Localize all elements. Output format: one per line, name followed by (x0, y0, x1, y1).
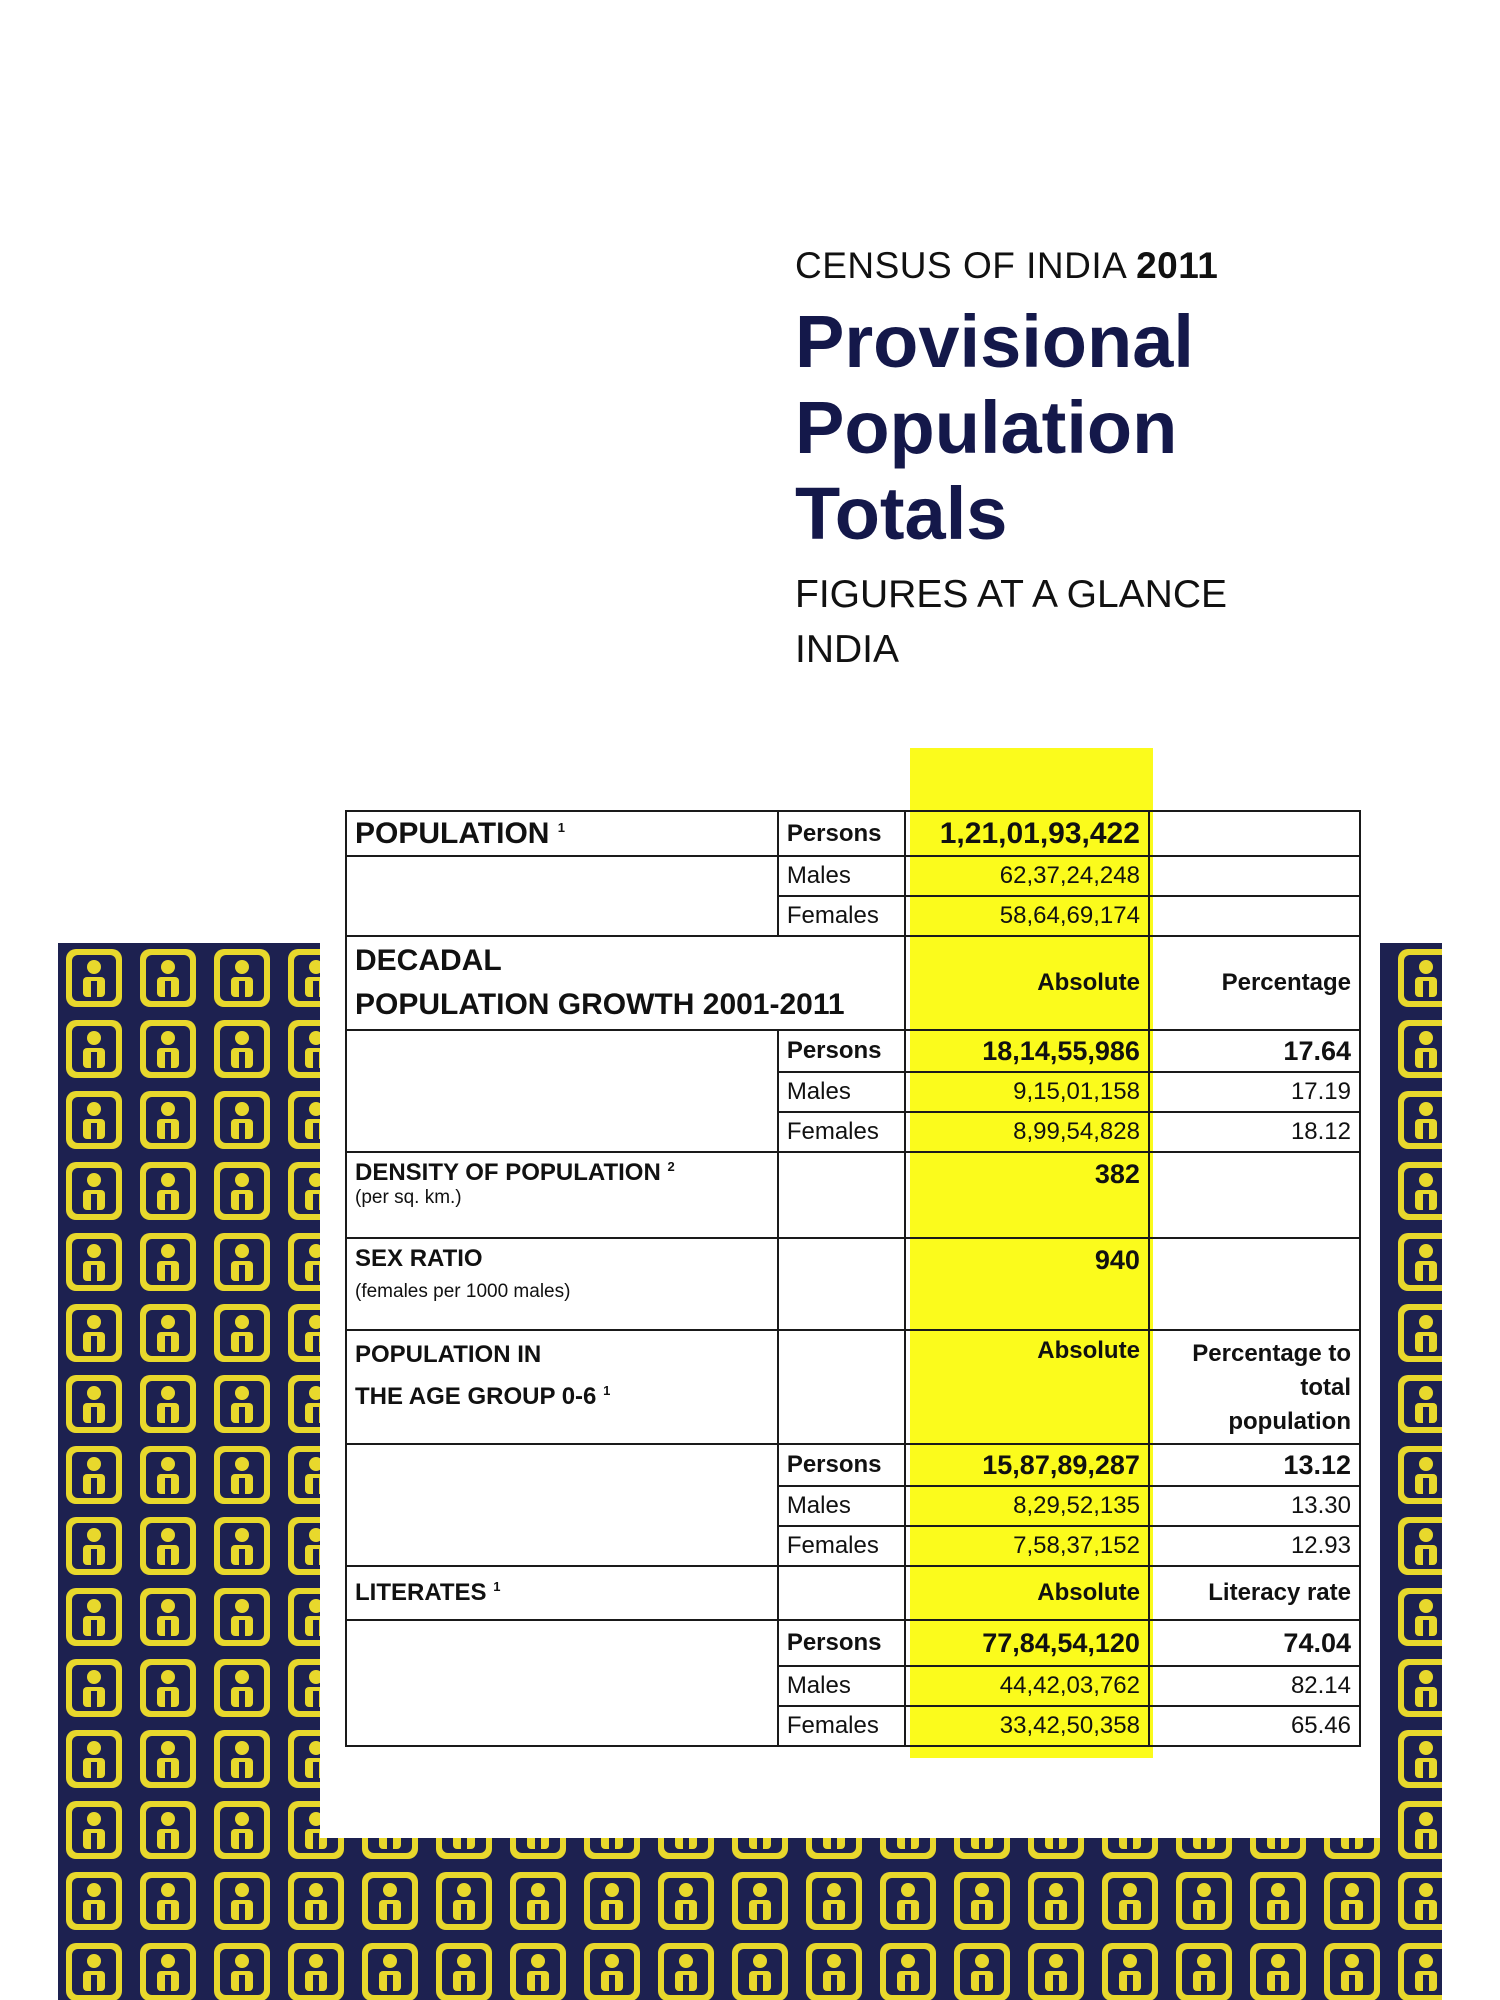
density-label: DENSITY OF POPULATION $^2$ (per sq. km.) (346, 1152, 778, 1238)
empty-cell (346, 1072, 778, 1112)
row-label: Males (778, 1666, 905, 1706)
subtitle: FIGURES AT A GLANCE (795, 573, 1228, 616)
row-label: Persons (778, 811, 905, 856)
table-row (346, 1526, 1360, 1566)
age06-persons: 15,87,89,287 (905, 1444, 1149, 1486)
population-females: 58,64,69,174 (905, 896, 1149, 936)
title-line-1: Provisional (795, 300, 1194, 383)
growth-absolute-head: Absolute (905, 936, 1149, 1030)
growth-females: 8,99,54,828 (905, 1112, 1149, 1152)
row-label: Persons (778, 1620, 905, 1666)
table-row (346, 896, 1360, 936)
empty-cell (346, 1526, 778, 1566)
age06-females-pct: 12.93 (1149, 1526, 1360, 1566)
literates-persons-rate: 74.04 (1149, 1620, 1360, 1666)
growth-males-pct: 17.19 (1149, 1072, 1360, 1112)
age06-males-pct: 13.30 (1149, 1486, 1360, 1526)
population-label: POPULATION $^1$ (346, 811, 778, 856)
table-row (346, 1112, 1360, 1152)
literates-females-rate: 65.46 (1149, 1706, 1360, 1746)
row-label: Females (778, 1526, 905, 1566)
table-row (346, 1152, 1360, 1238)
age06-males: 8,29,52,135 (905, 1486, 1149, 1526)
table-row (346, 1072, 1360, 1112)
row-label: Females (778, 896, 905, 936)
empty-cell (1149, 1152, 1360, 1238)
census-prefix: CENSUS OF INDIA (795, 245, 1126, 286)
title-line-3: Totals (795, 472, 1008, 555)
empty-cell (346, 856, 778, 896)
growth-percentage-head: Percentage (1149, 936, 1360, 1030)
sex-ratio-label: SEX RATIO (females per 1000 males) (346, 1238, 778, 1330)
table-row (346, 1330, 1360, 1444)
empty-cell (346, 1444, 778, 1486)
row-label: Males (778, 1072, 905, 1112)
literates-absolute-head: Absolute (905, 1566, 1149, 1620)
row-label: Females (778, 1112, 905, 1152)
row-label: Males (778, 1486, 905, 1526)
census-heading (795, 245, 1227, 287)
table-row (346, 1444, 1360, 1486)
table-row (346, 936, 1360, 1030)
row-label: Females (778, 1706, 905, 1746)
empty-cell (778, 1238, 905, 1330)
table-row (346, 1666, 1360, 1706)
empty-cell (778, 1330, 905, 1444)
page-title (795, 299, 1227, 557)
literates-rate-head: Literacy rate (1149, 1566, 1360, 1620)
growth-males: 9,15,01,158 (905, 1072, 1149, 1112)
table-row (346, 1238, 1360, 1330)
census-year: 2011 (1136, 245, 1219, 286)
table-row (346, 811, 1360, 856)
row-label: Persons (778, 1030, 905, 1072)
density-value: 382 (905, 1152, 1149, 1238)
empty-cell (346, 1486, 778, 1526)
literates-females: 33,42,50,358 (905, 1706, 1149, 1746)
empty-cell (346, 1666, 778, 1706)
age06-absolute-head: Absolute (905, 1330, 1149, 1444)
table-row (346, 1030, 1360, 1072)
figures-table (345, 810, 1361, 1747)
region: INDIA (795, 628, 900, 671)
growth-persons-pct: 17.64 (1149, 1030, 1360, 1072)
literates-persons: 77,84,54,120 (905, 1620, 1149, 1666)
sex-ratio-value: 940 (905, 1238, 1149, 1330)
table-row (346, 1486, 1360, 1526)
table-row (346, 856, 1360, 896)
subtitle-block (795, 567, 1227, 677)
empty-cell (1149, 896, 1360, 936)
age06-label: POPULATION IN THE AGE GROUP 0-6 $^1$ (346, 1330, 778, 1444)
literates-males: 44,42,03,762 (905, 1666, 1149, 1706)
table-row (346, 1566, 1360, 1620)
empty-cell (778, 1566, 905, 1620)
row-label: Males (778, 856, 905, 896)
table-row (346, 1620, 1360, 1666)
empty-cell (1149, 811, 1360, 856)
empty-cell (1149, 856, 1360, 896)
empty-cell (346, 1620, 778, 1666)
growth-females-pct: 18.12 (1149, 1112, 1360, 1152)
population-persons: 1,21,01,93,422 (905, 811, 1149, 856)
age06-females: 7,58,37,152 (905, 1526, 1149, 1566)
header (795, 245, 1227, 677)
literates-label: LITERATES $^1$ (346, 1566, 778, 1620)
table-row (346, 1706, 1360, 1746)
growth-persons: 18,14,55,986 (905, 1030, 1149, 1072)
title-line-2: Population (795, 386, 1178, 469)
literates-males-rate: 82.14 (1149, 1666, 1360, 1706)
age06-percentage-head: Percentage to total population (1149, 1330, 1360, 1444)
empty-cell (346, 1112, 778, 1152)
empty-cell (346, 1030, 778, 1072)
empty-cell (778, 1152, 905, 1238)
empty-cell (346, 896, 778, 936)
age06-persons-pct: 13.12 (1149, 1444, 1360, 1486)
growth-label: DECADAL POPULATION GROWTH 2001-2011 (346, 936, 905, 1030)
row-label: Persons (778, 1444, 905, 1486)
empty-cell (346, 1706, 778, 1746)
population-males: 62,37,24,248 (905, 856, 1149, 896)
empty-cell (1149, 1238, 1360, 1330)
